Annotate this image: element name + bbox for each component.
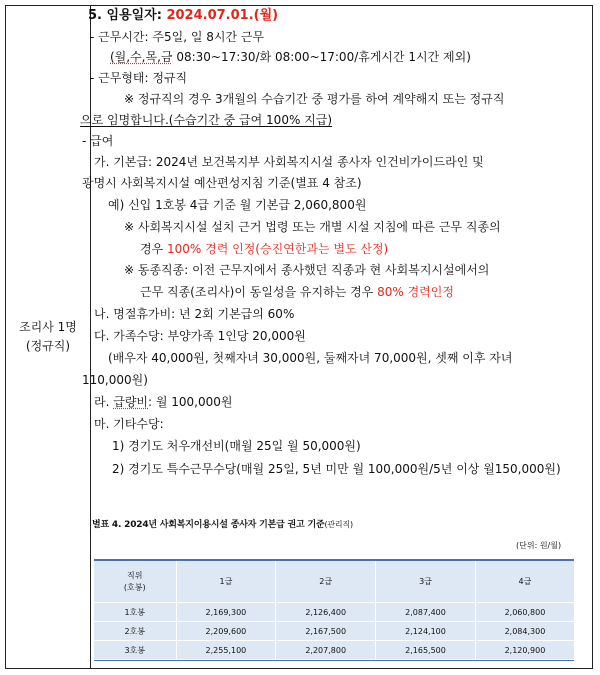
meal-word: 급량비 — [113, 395, 149, 409]
row-step: 3호봉 — [94, 641, 176, 660]
family-allowance-detail: (배우자 40,000원, 첫째자녀 30,000원, 둘째자녀 70,000원, 셋째 이후 자녀 — [108, 351, 513, 365]
table-cell: 2,169,300 — [176, 603, 276, 622]
column-header: 2급 — [276, 561, 376, 603]
career-note-2-cont — [140, 282, 454, 302]
table-cell: 2,207,800 — [276, 641, 376, 660]
position-role: 조리사 1명 — [19, 320, 77, 334]
table-row — [94, 603, 574, 622]
family-allowance-detail-cont: 110,000원) — [82, 373, 148, 387]
work-hours: - 근무시간: 주5일, 일 8시간 근무 — [90, 30, 265, 44]
table-cell: 2,126,400 — [276, 603, 376, 622]
table-cell: 2,084,300 — [475, 622, 574, 641]
work-hours-detail — [110, 47, 471, 67]
corner-position: 직위 — [127, 570, 143, 580]
career-note-1-prefix: 경우 — [140, 242, 167, 256]
table-cell: 2,255,100 — [176, 641, 276, 660]
pay-table — [94, 559, 574, 661]
corner-step: (호봉) — [123, 582, 146, 592]
basic-pay-cont: 광명시 사회복지시설 예산편성지침 기준(별표 4 참조) — [82, 176, 362, 190]
career-recognition-100: 100% 경력 인정(승진연한과는 별도 산정) — [167, 242, 389, 256]
table-title-text: 별표 4. 2024년 사회복지이용시설 종사자 기본급 권고 기준 — [92, 520, 325, 530]
meal-allowance — [94, 392, 233, 412]
probation-note: ※ 정규직의 경우 3개월의 수습기간 중 평가를 하여 계약해지 또는 정규직 — [124, 92, 505, 106]
probation-note-cont: 으로 임명합니다.(수습기간 중 급여 100% 지급) — [80, 113, 333, 127]
career-note-1-cont — [140, 239, 388, 259]
table-cell: 2,167,500 — [276, 622, 376, 641]
work-days: (월,수,목,금 — [110, 50, 173, 64]
meal-amount: : 월 100,000원 — [148, 395, 233, 409]
table-cell: 2,209,600 — [176, 622, 276, 641]
table-row — [94, 622, 574, 641]
table-unit: (단위: 원/월) — [516, 541, 562, 550]
other-allowance-2: 2) 경기도 특수근무수당(매월 25일, 5년 미만 월 100,000원/5년 이상 월150,000원) — [112, 462, 561, 476]
table-row — [94, 641, 574, 660]
column-divider — [90, 6, 91, 668]
career-note-2: ※ 동종직종: 이전 근무지에서 종사했던 직종과 현 사회복지시설에서의 — [124, 263, 490, 277]
column-header: 1급 — [176, 561, 276, 603]
table-cell: 2,087,400 — [376, 603, 476, 622]
salary-heading: - 급여 — [82, 134, 114, 148]
work-form: - 근무형태: 정규직 — [90, 71, 188, 85]
table-cell: 2,165,500 — [376, 641, 476, 660]
career-note-1: ※ 사회복지시설 설치 근거 법령 또는 개별 시설 지침에 따른 근무 직종의 — [124, 220, 501, 234]
other-allowances: 마. 기타수당: — [94, 417, 164, 431]
table-corner — [94, 561, 176, 603]
table-cell: 2,124,100 — [376, 622, 476, 641]
row-step: 1호봉 — [94, 603, 176, 622]
column-header: 3급 — [376, 561, 476, 603]
appointment-date: 2024.07.01.(월) — [166, 8, 279, 23]
appointment-heading — [88, 6, 278, 26]
table-title-suffix: (관리직) — [324, 520, 353, 529]
holiday-bonus: 나. 명절휴가비: 년 2회 기본급의 60% — [94, 307, 295, 321]
table-cell: 2,060,800 — [475, 603, 574, 622]
career-recognition-80: 80% 경력인정 — [377, 285, 454, 299]
career-note-2-prefix: 근무 직종(조리사)이 동일성을 유지하는 경우 — [140, 285, 378, 299]
table-title — [92, 517, 353, 530]
position-type: (정규직) — [25, 339, 71, 353]
meal-prefix: 라. — [94, 395, 114, 409]
row-step: 2호봉 — [94, 622, 176, 641]
heading-label: 5. 임용일자: — [88, 8, 167, 23]
table-cell: 2,120,900 — [475, 641, 574, 660]
work-times: 08:30~17:30/화 08:00~17:00/휴게시간 1시간 제외) — [172, 50, 471, 64]
family-allowance: 다. 가족수당: 부양가족 1인당 20,000원 — [94, 329, 306, 343]
table-header-row — [94, 561, 574, 603]
position-cell — [6, 6, 90, 668]
basic-pay-example: 예) 신입 1호봉 4급 기준 월 기본급 2,060,800원 — [108, 198, 367, 212]
column-header: 4급 — [475, 561, 574, 603]
basic-pay: 가. 기본급: 2024년 보건복지부 사회복지시설 종사자 인건비가이드라인 및 — [94, 155, 484, 169]
other-allowance-1: 1) 경기도 처우개선비(매월 25일 월 50,000원) — [112, 439, 361, 453]
